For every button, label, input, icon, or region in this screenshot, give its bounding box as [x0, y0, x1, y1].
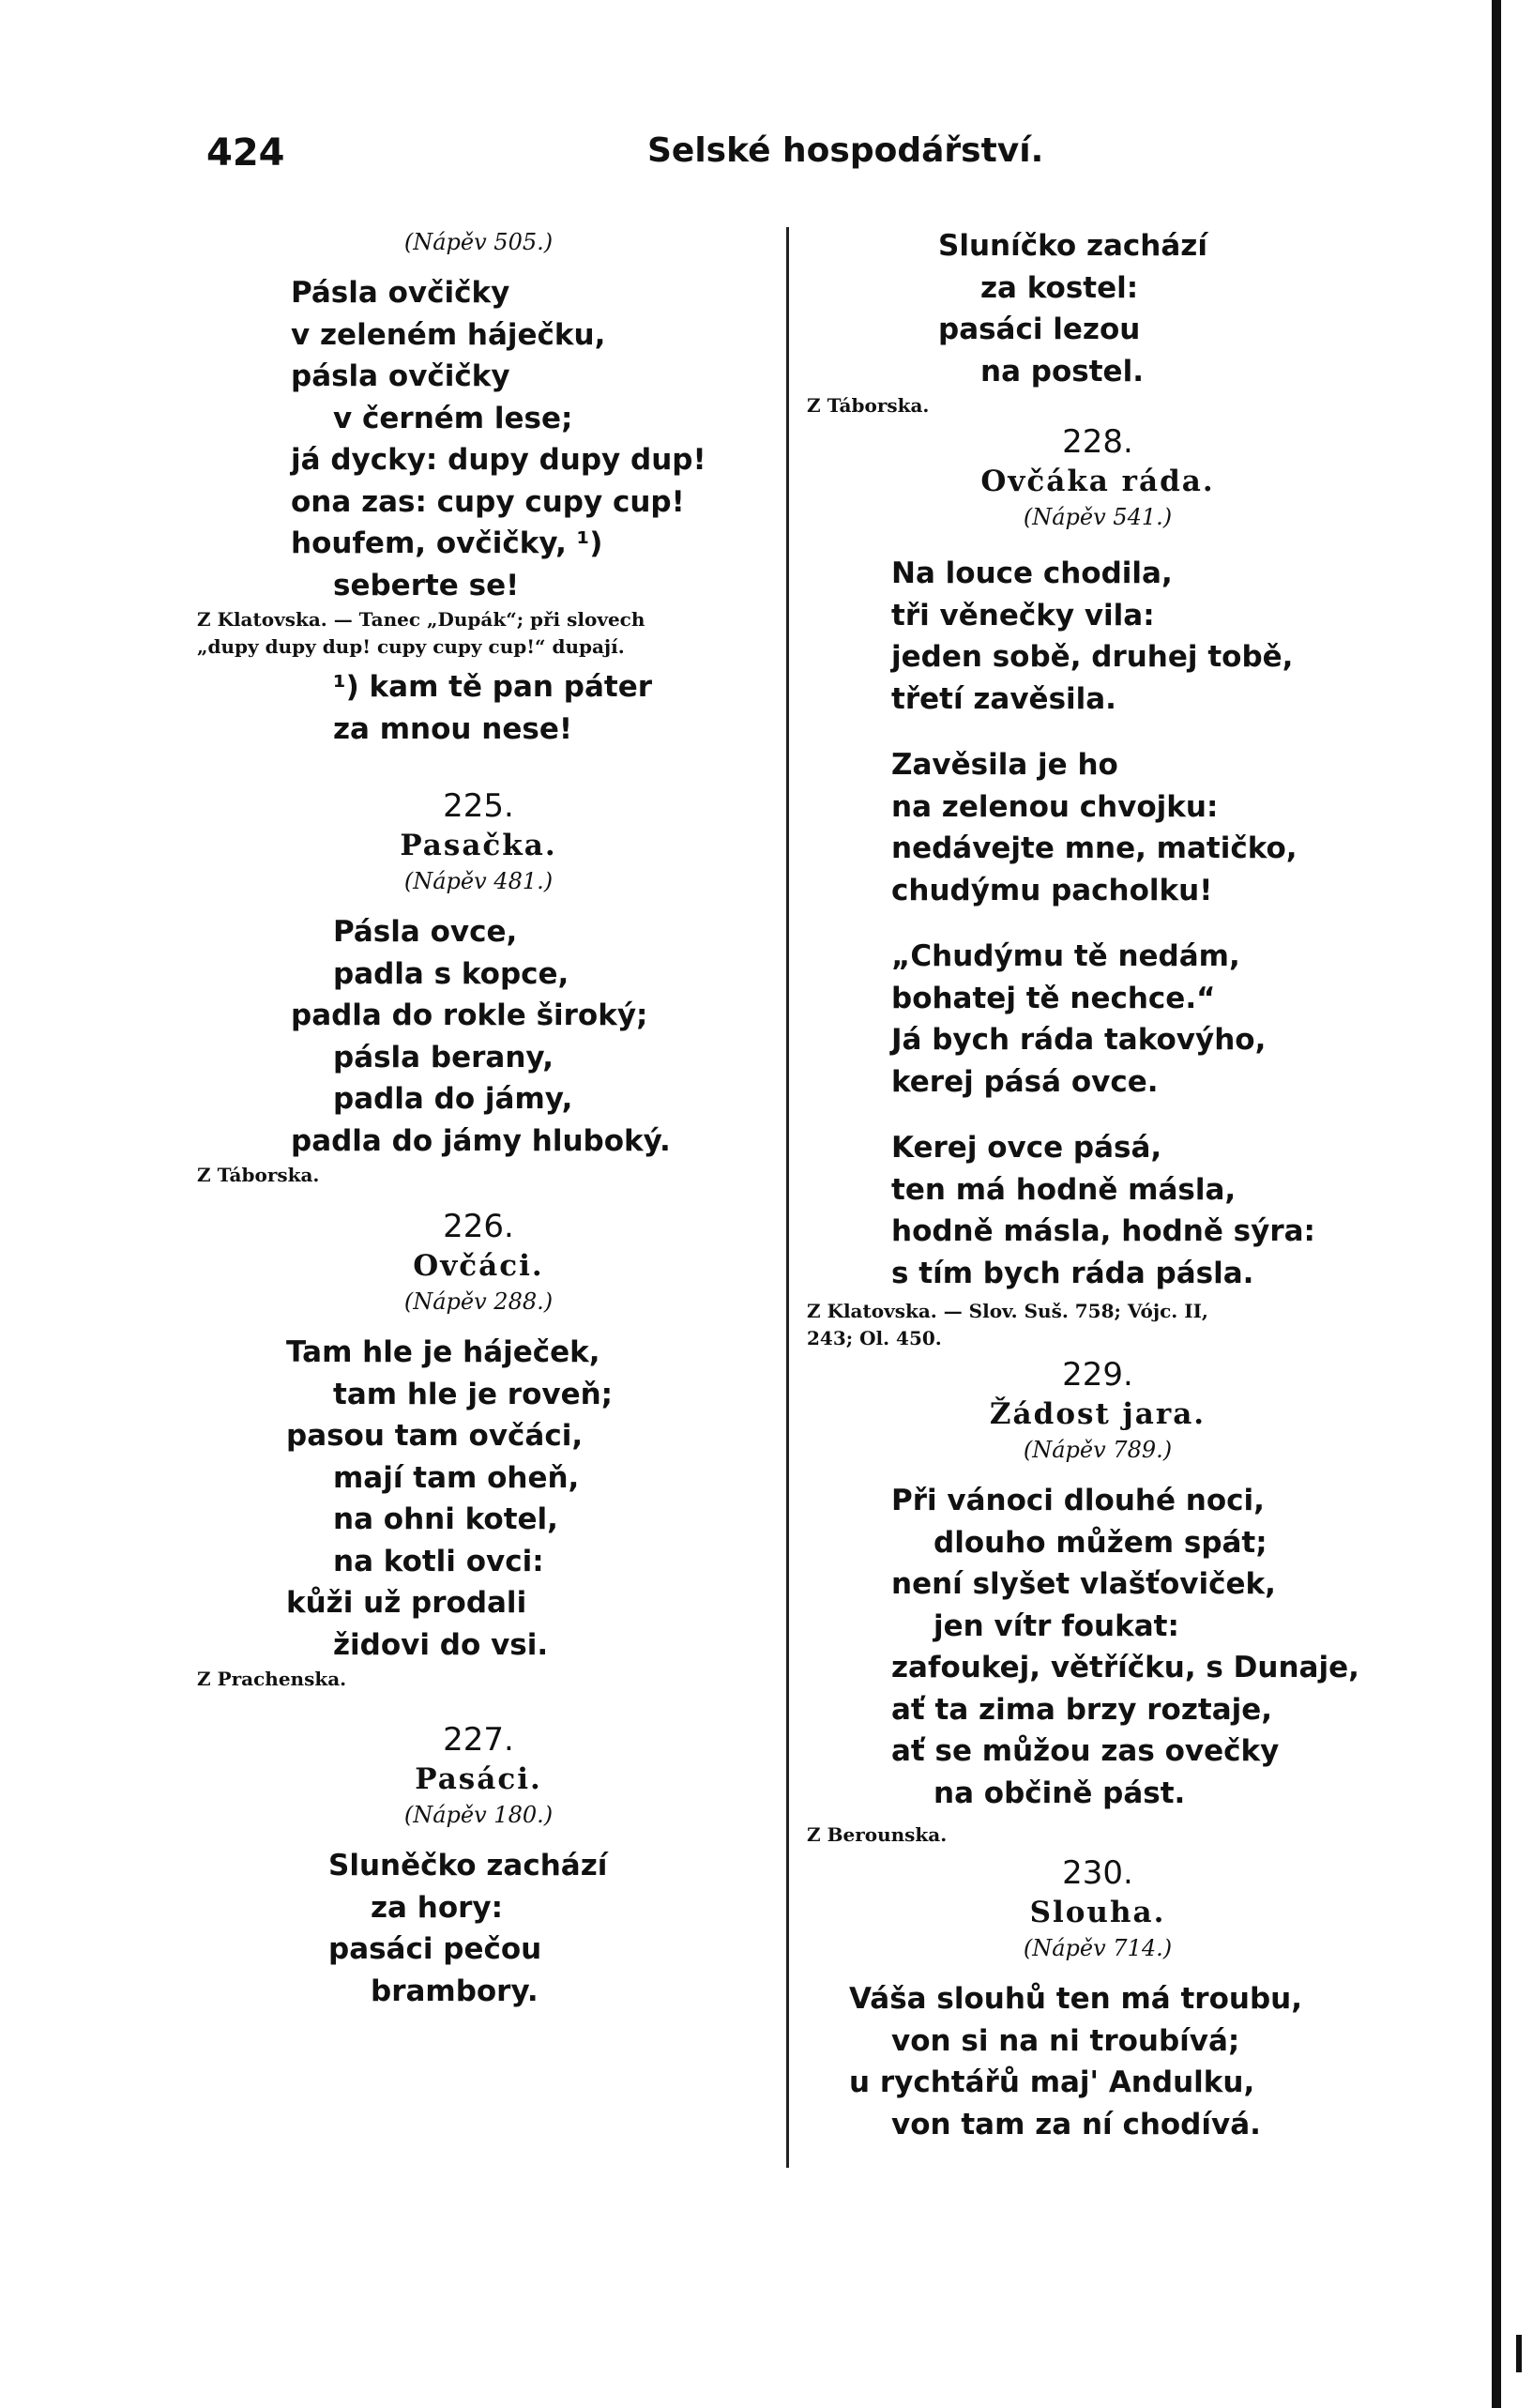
verse-line: ona zas: cupy cupy cup! — [291, 484, 685, 519]
page-header — [206, 131, 1360, 188]
column-divider — [786, 227, 789, 2168]
verse-line: Já bych ráda takovýho, — [891, 1023, 1267, 1057]
song-lines — [197, 1845, 760, 2012]
song-tune: (Nápěv 789.) — [1023, 1437, 1173, 1463]
song-lines — [807, 225, 1389, 392]
stanza — [807, 553, 1389, 720]
footnote — [197, 666, 760, 750]
verse-line: Pásla ovce, — [333, 915, 518, 949]
song-tune: (Nápěv 714.) — [1023, 1935, 1173, 1961]
page-edge-mark — [1516, 2335, 1522, 2372]
song-228 — [807, 421, 1389, 1350]
verse-line: seberte se! — [333, 568, 520, 602]
song-source: „dupy dupy dup! cupy cupy cup!“ dupají. — [197, 635, 625, 658]
song-source: Z Klatovska. — Tanec „Dupák“; při slovech — [197, 608, 645, 631]
verse-line: pasáci lezou — [938, 312, 1141, 346]
verse-line: brambory. — [371, 1974, 539, 2008]
song-lines — [197, 1332, 760, 1666]
verse-line: padla do jámy, — [333, 1082, 573, 1116]
song-title: Ovčáci. — [413, 1249, 544, 1283]
song-tune: (Nápěv 180.) — [403, 1802, 554, 1828]
verse-line: Kerej ovce pásá, — [891, 1131, 1162, 1165]
song-lines — [807, 1480, 1389, 1814]
footnote-line: za mnou nese! — [333, 711, 572, 746]
verse-line: za hory: — [371, 1890, 504, 1925]
verse-line: pasou tam ovčáci, — [286, 1419, 584, 1453]
verse-line: Váša slouhů ten má troubu, — [849, 1982, 1302, 2016]
song-source: 243; Ol. 450. — [807, 1327, 942, 1349]
verse-line: padla s kopce, — [333, 956, 569, 991]
verse-line: Při vánoci dlouhé noci, — [891, 1484, 1265, 1517]
verse-line: jeden sobě, druhej tobě, — [891, 640, 1294, 674]
verse-line: Sluněčko zachází — [328, 1849, 608, 1882]
verse-line: houfem, ovčičky, ¹) — [291, 526, 603, 560]
song-number: 230. — [1062, 1854, 1133, 1892]
verse-line: na postel. — [980, 354, 1144, 389]
verse-line: v zeleném háječku, — [291, 317, 606, 352]
verse-line: zafoukej, větříčku, s Dunaje, — [891, 1651, 1359, 1684]
verse-line: ať se můžou zas ovečky — [891, 1734, 1280, 1768]
song-227 — [197, 1719, 760, 2012]
song-lines — [197, 272, 760, 606]
verse-line: ten má hodně másla, — [891, 1172, 1237, 1207]
verse-line: s tím bych ráda pásla. — [891, 1256, 1254, 1290]
verse-line: na ohni kotel, — [333, 1502, 558, 1536]
song-source: Z Táborska. — [197, 1164, 320, 1186]
song-number: 229. — [1062, 1356, 1133, 1394]
verse-line: na zelenou chvojku: — [891, 789, 1219, 824]
song-source: Z Berounska. — [807, 1823, 948, 1846]
song-tune: (Nápěv 288.) — [403, 1288, 554, 1315]
song-230 — [807, 1852, 1389, 2145]
stanza — [807, 1127, 1389, 1294]
verse-line: za kostel: — [980, 270, 1139, 305]
page-edge — [1492, 0, 1533, 2408]
page-number: 424 — [206, 131, 285, 175]
verse-line: kerej pásá ovce. — [891, 1064, 1159, 1099]
song-tune: (Nápěv 505.) — [403, 229, 554, 255]
song-229 — [807, 1354, 1389, 1847]
verse-line: na občině pást. — [933, 1776, 1186, 1810]
verse-line: tři věnečky vila: — [891, 598, 1155, 632]
song-lines — [807, 1978, 1389, 2145]
song-226 — [197, 1206, 760, 1691]
song-source: Z Klatovska. — Slov. Suš. 758; Vójc. II, — [807, 1300, 1208, 1322]
song-source: Z Táborska. — [807, 394, 930, 417]
verse-line: bohatej tě nechce.“ — [891, 981, 1216, 1015]
song-lines — [807, 553, 1389, 1294]
song-tune: (Nápěv 481.) — [403, 868, 554, 894]
song-number: 225. — [443, 787, 514, 825]
verse-line: nedávejte mne, matičko, — [891, 831, 1298, 865]
verse-line: pasáci pečou — [328, 1932, 542, 1966]
right-column — [807, 225, 1389, 2145]
verse-line: padla do rokle široký; — [291, 998, 648, 1032]
verse-line: tam hle je roveň; — [333, 1377, 614, 1411]
song-224-continued — [197, 225, 760, 750]
verse-line: Pásla ovčičky — [291, 276, 510, 310]
verse-line: na kotli ovci: — [333, 1544, 544, 1578]
verse-line: hodně másla, hodně sýra: — [891, 1214, 1315, 1248]
verse-line: von si na ni troubívá; — [891, 2023, 1240, 2058]
verse-line: třetí zavěsila. — [891, 681, 1116, 716]
song-number: 227. — [443, 1721, 514, 1759]
verse-line: Na louce chodila, — [891, 556, 1173, 590]
footnote-line: ¹) kam tě pan páter — [333, 670, 653, 704]
song-number: 226. — [443, 1208, 514, 1245]
verse-line: Sluníčko zachází — [938, 229, 1207, 263]
song-lines — [197, 911, 760, 1162]
verse-line: von tam za ní chodívá. — [891, 2107, 1261, 2141]
verse-line: mají tam oheň, — [333, 1460, 580, 1495]
left-column — [197, 225, 760, 2012]
song-title: Slouha. — [1029, 1896, 1166, 1929]
verse-line: pásla berany, — [333, 1040, 554, 1074]
song-source: Z Prachenska. — [197, 1668, 347, 1690]
stanza — [807, 936, 1389, 1103]
verse-line: v černém lese; — [333, 401, 573, 435]
song-tune: (Nápěv 541.) — [1023, 504, 1173, 530]
song-title: Pasačka. — [400, 829, 557, 862]
verse-line: kůži už prodali — [286, 1586, 527, 1620]
verse-line: Tam hle je háječek, — [286, 1335, 600, 1369]
verse-line: Zavěsila je ho — [891, 748, 1118, 782]
song-title: Pasáci. — [415, 1762, 542, 1796]
verse-line: „Chudýmu tě nedám, — [891, 939, 1240, 973]
song-225 — [197, 785, 760, 1187]
verse-line: ať ta zima brzy roztaje, — [891, 1692, 1273, 1727]
verse-line: pásla ovčičky — [291, 359, 510, 393]
verse-line: není slyšet vlašťoviček, — [891, 1567, 1276, 1601]
verse-line: u rychtářů maj' Andulku, — [849, 2065, 1255, 2099]
song-title: Ovčáka ráda. — [980, 465, 1215, 498]
verse-line: padla do jámy hluboký. — [291, 1123, 671, 1158]
verse-line: já dycky: dupy dupy dup! — [291, 443, 706, 477]
running-head: Selské hospodářství. — [647, 131, 1044, 170]
verse-line: židovi do vsi. — [333, 1627, 549, 1662]
verse-line: jen vítr foukat: — [933, 1608, 1179, 1643]
verse-line: dlouho můžem spát; — [933, 1525, 1267, 1560]
song-number: 228. — [1062, 423, 1133, 461]
song-title: Žádost jara. — [989, 1397, 1207, 1431]
song-227-continued — [807, 225, 1389, 418]
verse-line: chudýmu pacholku! — [891, 873, 1213, 907]
stanza — [807, 744, 1389, 911]
